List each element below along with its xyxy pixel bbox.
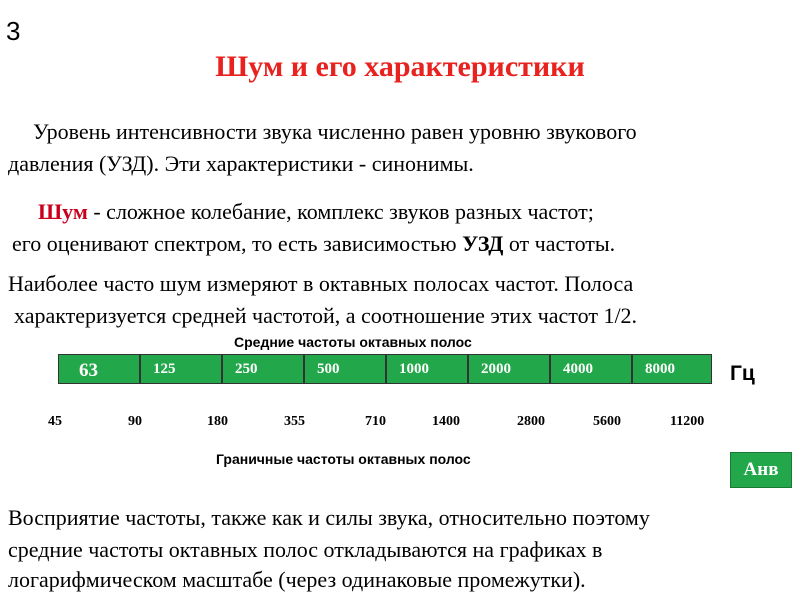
paragraph-4-line-1: Восприятие частоты, также как и силы звука, относительно поэтому <box>8 505 650 530</box>
paragraph-2-line-2 <box>12 228 615 260</box>
octave-band-63: 63 <box>58 354 140 384</box>
paragraph-2-line-1 <box>38 196 594 228</box>
edge-frequency-45: 45 <box>48 414 62 429</box>
edge-frequency-180: 180 <box>207 414 228 429</box>
edge-frequency-11200: 11200 <box>670 414 705 429</box>
paragraph-2-line-2-post: от частоты. <box>503 231 616 256</box>
edge-frequencies-caption: Граничные частоты октавных полос <box>216 451 471 467</box>
octave-band-125: 125 <box>140 354 222 384</box>
octave-band-2000: 2000 <box>468 354 550 384</box>
edge-frequency-355: 355 <box>284 414 305 429</box>
paragraph-1-line-1: Уровень интенсивности звука численно равен уровню звукового <box>33 119 637 144</box>
edge-frequency-90: 90 <box>128 414 142 429</box>
paragraph-3-line-1: Наиболее часто шум измеряют в октавных полосах частот. Полоса <box>8 271 634 296</box>
octave-band-bar <box>58 354 712 384</box>
paragraph-2-line-1-text: - сложное колебание, комплекс звуков разных частот; <box>87 199 594 224</box>
octave-band-8000: 8000 <box>632 354 712 384</box>
slide-number: 3 <box>6 16 21 46</box>
paragraph-4-line-2: средние частоты октавных полос откладываются на графиках в <box>8 537 603 562</box>
noise-term: Шум <box>38 199 88 224</box>
edge-frequency-1400: 1400 <box>432 414 460 429</box>
anv-button[interactable]: Анв <box>730 452 792 488</box>
slide-title: Шум и его характеристики <box>215 50 585 83</box>
paragraph-4-line-3: логарифмическом масштабе (через одинаковые промежутки). <box>8 567 586 592</box>
frequency-unit-label: Гц <box>730 362 755 385</box>
edge-frequency-2800: 2800 <box>517 414 545 429</box>
edge-frequency-710: 710 <box>365 414 386 429</box>
spl-term: УЗД <box>462 231 504 256</box>
octave-band-500: 500 <box>304 354 386 384</box>
paragraph-1-line-2: давления (УЗД). Эти характеристики - синонимы. <box>8 151 474 176</box>
octave-band-4000: 4000 <box>550 354 632 384</box>
paragraph-2-line-2-pre: его оценивают спектром, то есть зависимостью <box>12 231 463 256</box>
octave-band-1000: 1000 <box>386 354 468 384</box>
center-frequencies-caption: Средние частоты октавных полос <box>234 334 472 350</box>
paragraph-3-line-2: характеризуется средней частотой, а соотношение этих частот 1/2. <box>14 303 638 328</box>
octave-band-250: 250 <box>222 354 304 384</box>
edge-frequency-5600: 5600 <box>593 414 621 429</box>
